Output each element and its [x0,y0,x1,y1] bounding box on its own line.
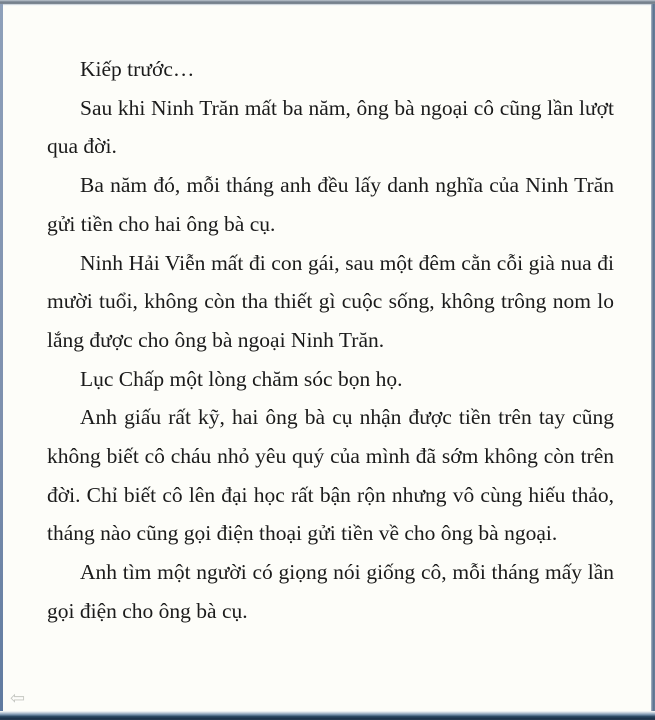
window-right-edge [651,4,655,712]
document-page [47,50,614,631]
window-bottom-edge [0,711,655,720]
window-top-edge [0,0,655,6]
back-arrow-icon[interactable]: ⇦ [10,688,26,709]
paragraph: Sau khi Ninh Trăn mất ba năm, ông bà ngoại cô cũng lần lượt qua đời. [47,95,614,159]
paragraph: Ba năm đó, mỗi tháng anh đều lấy danh nghĩa của Ninh Trăn gửi tiền cho hai ông bà cụ. [47,173,614,236]
paragraph: Lục Chấp một lòng chăm sóc bọn họ. [80,366,403,391]
paragraph: Kiếp trước… [80,57,195,81]
paragraph: Anh giấu rất kỹ, hai ông bà cụ nhận được tiền trên tay cũng không biết cô cháu nhỏ yêu quý của mình đã sớm không còn trên đời. Chỉ biết cô lên đại học rất bận rộn nhưng vô cùng hiếu thảo, tháng nào cũng gọi điện thoại gửi tiền về cho ông bà ngoại. [47,405,614,546]
paragraph: Ninh Hải Viễn mất đi con gái, sau một đêm cằn cỗi già nua đi mười tuổi, không còn tha thiết gì cuộc sống, không trông nom lo lắng được cho ông bà ngoại Ninh Trăn. [47,250,614,352]
paragraph: Anh tìm một người có giọng nói giống cô, mỗi tháng mấy lần gọi điện cho ông bà cụ. [47,560,614,623]
window-left-edge [0,4,3,712]
